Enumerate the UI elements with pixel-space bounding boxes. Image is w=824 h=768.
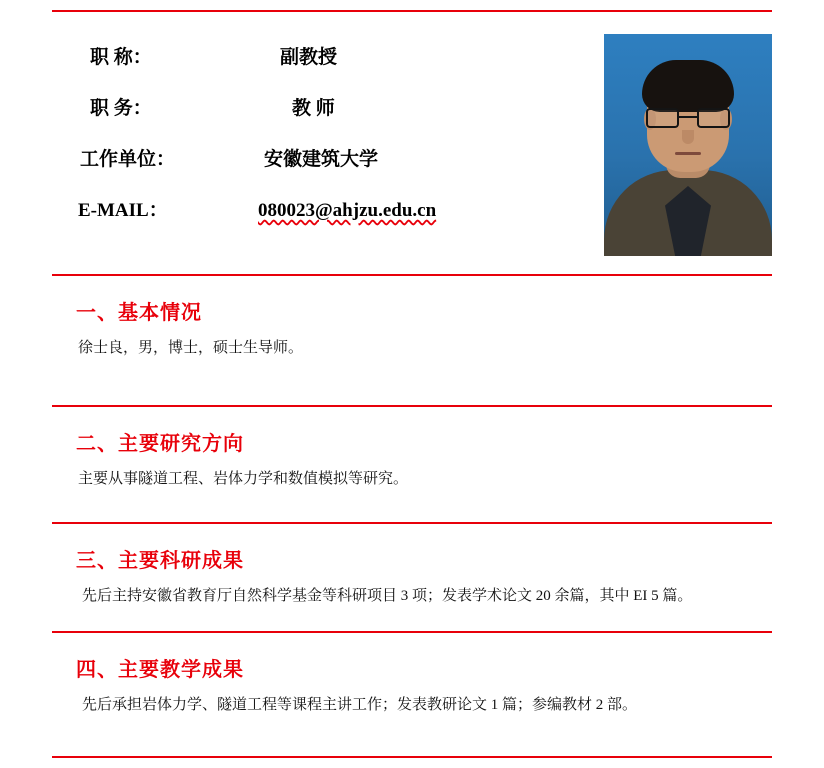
- portrait-mouth: [675, 152, 701, 155]
- label-email: E-MAIL：: [78, 200, 168, 221]
- glasses-lens-left: [646, 108, 679, 128]
- section-title-research-achievements: 三、主要科研成果: [76, 550, 244, 572]
- label-work-unit: 工作单位：: [80, 149, 176, 170]
- value-email[interactable]: 080023@ahjzu.edu.cn: [258, 200, 437, 221]
- section-research-directions: [52, 407, 772, 494]
- section-body-basic-info: 徐士良，男，博士，硕士生导师。: [78, 340, 304, 356]
- section-title-research-directions: 二、主要研究方向: [76, 433, 244, 455]
- header-block: [52, 12, 772, 274]
- section-body-research-achievements: 先后主持安徽省教育厅自然科学基金等科研项目 3 项；发表学术论文 20 余篇，其中 EI 5 篇。: [82, 588, 693, 604]
- profile-page: [0, 10, 824, 768]
- section-body-teaching-achievements: 先后承担岩体力学、隧道工程等课程主讲工作；发表教研论文 1 篇；参编教材 2 部。: [82, 697, 638, 713]
- portrait-photo-image: [604, 34, 772, 256]
- glasses-bridge: [679, 116, 697, 118]
- glasses-icon: [646, 108, 730, 128]
- glasses-lens-right: [697, 108, 730, 128]
- value-title-position: 教 师: [292, 98, 335, 119]
- section-title-basic-info: 一、基本情况: [76, 302, 202, 324]
- portrait-photo: [604, 34, 772, 256]
- label-title-rank: 职 称：: [90, 47, 152, 68]
- section-body-research-directions: 主要从事隧道工程、岩体力学和数值模拟等研究。: [78, 471, 409, 487]
- portrait-nose: [682, 130, 694, 144]
- section-basic-info: [52, 276, 772, 363]
- section-research-achievements: [52, 524, 772, 611]
- label-title-position: 职 务：: [90, 98, 152, 119]
- section-teaching-achievements: [52, 633, 772, 720]
- value-title-rank: 副教授: [280, 47, 338, 68]
- portrait-hair: [642, 60, 734, 112]
- section-title-teaching-achievements: 四、主要教学成果: [76, 659, 244, 681]
- value-work-unit: 安徽建筑大学: [264, 149, 379, 170]
